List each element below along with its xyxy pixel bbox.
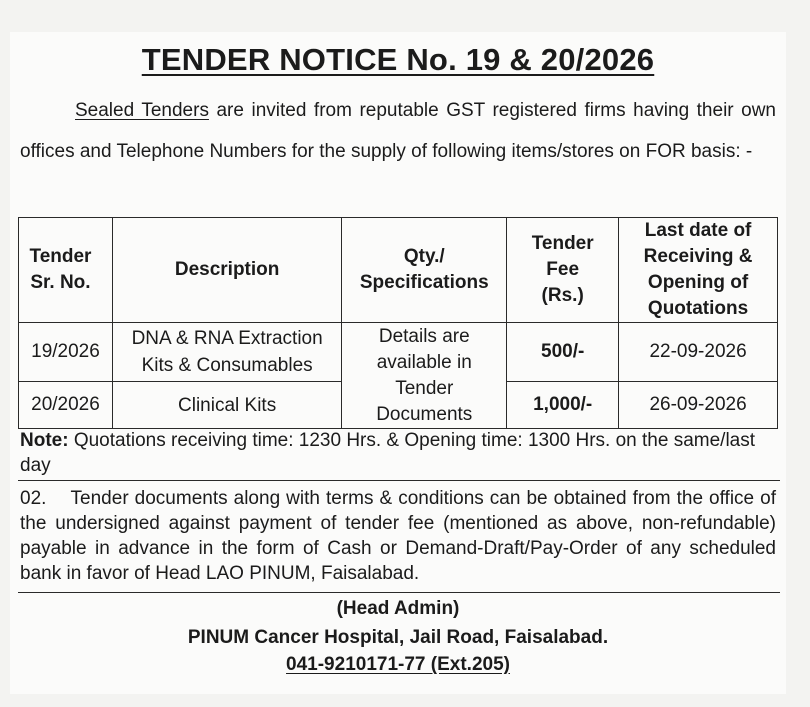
notice-paper	[10, 32, 786, 694]
notice-title-text: TENDER NOTICE No. 19 & 20/2026	[141, 42, 655, 77]
note-text: Quotations receiving time: 1230 Hrs. & Opening time: 1300 Hrs. on the same/last day	[20, 430, 756, 476]
divider	[18, 480, 780, 481]
paragraph-number: 02.	[20, 488, 47, 509]
signature-phone-line	[10, 654, 786, 676]
note-label: Note:	[20, 430, 69, 451]
table-row	[19, 323, 778, 382]
row-description: DNA & RNA Extraction Kits & Consumables	[112, 323, 341, 382]
signature-phone: 041-9210171-77 (Ext.205)	[286, 654, 510, 675]
intro-paragraph	[20, 90, 776, 172]
row-description: Clinical Kits	[112, 382, 341, 429]
header-fee: Tender Fee (Rs.)	[507, 218, 619, 323]
intro-text: are invited from reputable GST registered firms having their own offices and Telephone Numbers for the supply of following items/stores on FOR basis: -	[20, 100, 777, 162]
row-last-date: 26-09-2026	[619, 382, 778, 429]
notice-title	[10, 42, 786, 78]
header-qty: Qty./ Specifications	[342, 218, 507, 323]
header-sr-no: Tender Sr. No.	[19, 218, 113, 323]
intro-lead: Sealed Tenders	[75, 100, 209, 121]
row-sr-no: 19/2026	[19, 323, 113, 382]
row-sr-no: 20/2026	[19, 382, 113, 429]
row-last-date: 22-09-2026	[619, 323, 778, 382]
signature-designation: (Head Admin)	[336, 598, 460, 619]
table-header-row	[19, 218, 778, 323]
row-fee: 1,000/-	[507, 382, 619, 429]
header-description: Description	[112, 218, 341, 323]
row-fee: 500/-	[507, 323, 619, 382]
qty-merged-cell: Details are available in Tender Documents	[342, 323, 507, 429]
header-last-date: Last date of Receiving & Opening of Quotations	[619, 218, 778, 323]
tender-table	[18, 217, 778, 429]
divider	[18, 592, 780, 593]
paragraph-text: Tender documents along with terms & conditions can be obtained from the office of the undersigned against payment of tender fee (mentioned as above, non-refundable) payable in advance in the form of Cash or Demand-Draft/Pay-Order of any scheduled bank in favor of Head LAO PINUM, Faisalabad.	[20, 488, 776, 584]
signature-organization: PINUM Cancer Hospital, Jail Road, Faisalabad.	[187, 627, 609, 648]
paragraph-02	[20, 486, 776, 586]
note-line	[20, 428, 776, 478]
